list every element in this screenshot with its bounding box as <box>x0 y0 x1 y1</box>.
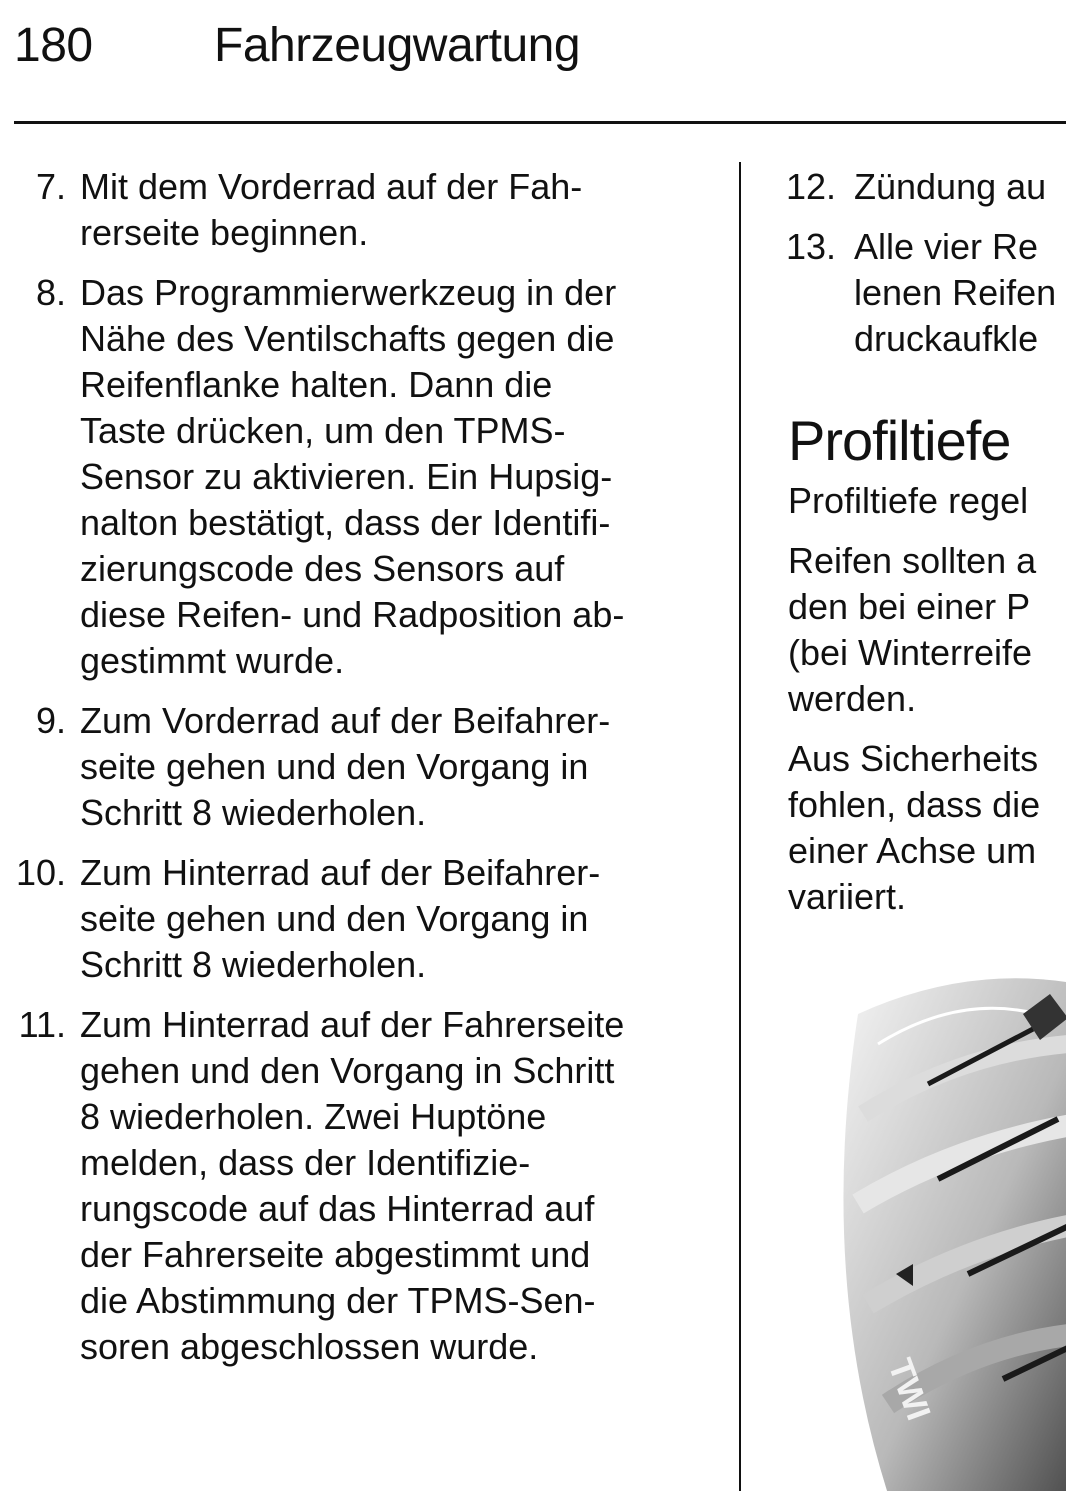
step-text: Zum Vorderrad auf der Beifahrer- seite gehen und den Vorgang in Schritt 8 wiederholen. <box>80 700 611 833</box>
paragraph: Profiltiefe regel <box>788 480 1029 521</box>
column-divider <box>739 162 741 1491</box>
section-heading: Profiltiefe <box>788 409 1011 472</box>
step-text: Das Programmierwerkzeug in der Nähe des Ventilschafts gegen die Reifenflanke halten. Dann die Taste drücken, um den TPMS- Sensor zu aktivieren. Ein Hupsig- nalton bestätigt, dass der Identifi- zierungscode des Sensors auf diese Reifen- und Radposition ab- gestimmt wurde. <box>80 272 625 681</box>
paragraph: Aus Sicherheits fohlen, dass die einer Achse um variiert. <box>788 738 1041 917</box>
twi-label: TWI <box>880 1353 938 1426</box>
step-text: Zündung au <box>854 166 1047 207</box>
page-header <box>0 0 1066 124</box>
list-item <box>0 164 712 256</box>
step-text: Alle vier Re lenen Reifen druckaufkle <box>854 226 1057 359</box>
step-number: 10. <box>15 852 66 893</box>
header-divider <box>14 121 1066 124</box>
right-column <box>770 164 1066 1491</box>
tire-tread-illustration <box>818 974 1066 1491</box>
left-column <box>0 164 712 1384</box>
list-item <box>0 698 712 836</box>
list-item <box>770 224 1066 362</box>
step-number: 7. <box>35 166 66 207</box>
paragraph: Reifen sollten a den bei einer P (bei Winterreife werden. <box>788 540 1037 719</box>
page-number: 180 <box>14 19 93 72</box>
step-number: 12. <box>785 166 836 207</box>
step-number: 13. <box>785 226 836 267</box>
step-number: 9. <box>35 700 66 741</box>
step-number: 11. <box>18 1004 66 1045</box>
list-item <box>770 164 1066 210</box>
section-title: Fahrzeugwartung <box>214 19 581 72</box>
step-text: Mit dem Vorderrad auf der Fah- rerseite beginnen. <box>80 166 583 253</box>
step-number: 8. <box>35 272 66 313</box>
list-item <box>0 850 712 988</box>
list-item <box>0 270 712 684</box>
step-text: Zum Hinterrad auf der Fahrerseite gehen und den Vorgang in Schritt 8 wiederholen. Zwei Huptöne melden, dass der Identifizie- rungscode auf das Hinterrad auf der Fahrerseite abgestimmt und die Abstimmung der TPMS-Sen- soren abgeschlossen wurde. <box>80 1004 625 1367</box>
list-item <box>0 1002 712 1370</box>
step-text: Zum Hinterrad auf der Beifahrer- seite gehen und den Vorgang in Schritt 8 wiederholen. <box>80 852 601 985</box>
